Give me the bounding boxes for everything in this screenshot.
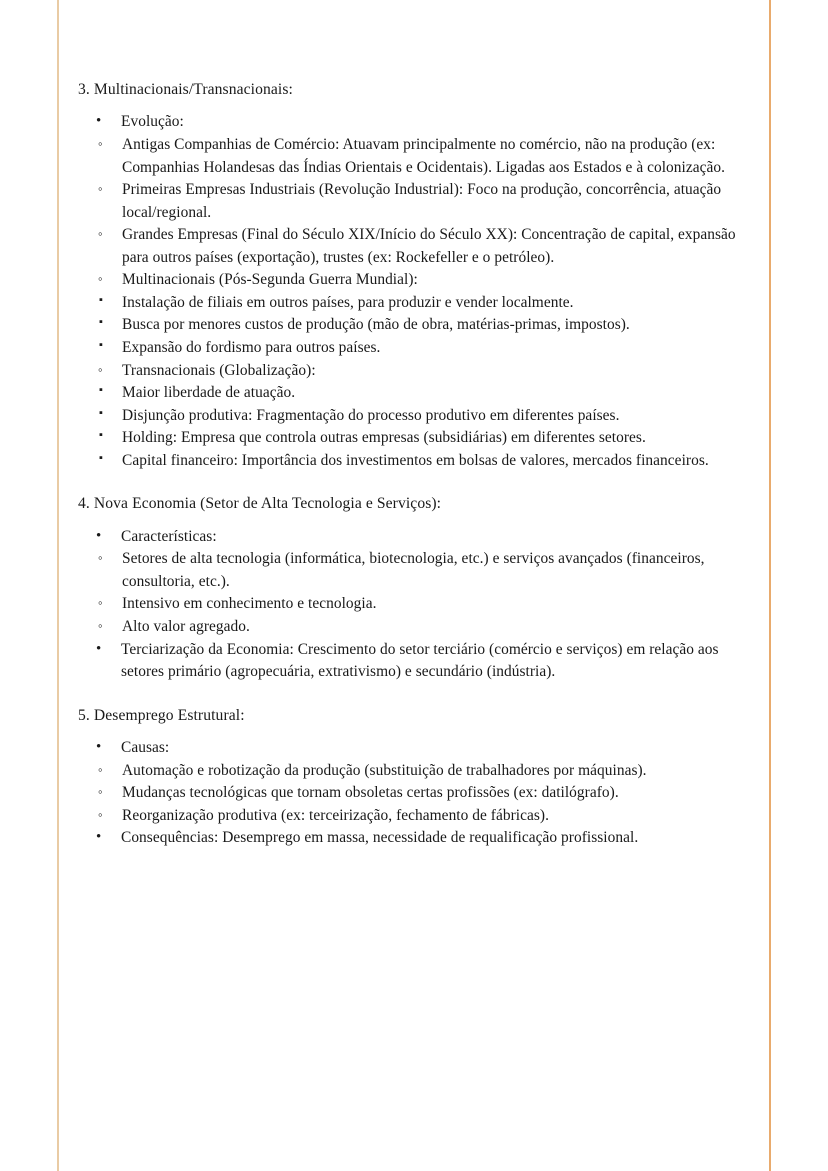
list-item [95,593,750,616]
list-item-text: Grandes Empresas (Final do Século XIX/Início do Século XX): Concentração de capital, expansão para outros países (exportação), trustes (ex: Rockefeller e o petróleo). [122,226,736,266]
bullet-list-level-1 [78,111,750,472]
list-item-text: Primeiras Empresas Industriais (Revolução Industrial): Foco na produção, concorrência, atuação local/regional. [122,181,722,221]
list-item-text: Intensivo em conhecimento e tecnologia. [122,595,377,613]
list-item-text: Características: [121,527,217,545]
circle-bullet-icon [98,782,103,801]
list-item [95,360,750,383]
bullet-list-level-2 [78,760,750,828]
list-item [92,737,750,760]
list-item-text: Terciarização da Economia: Crescimento do setor terciário (comércio e serviços) em relação aos setores primário (agropecuária, extrativismo) e secundário (indústria). [121,640,719,681]
list-item [96,427,750,450]
square-bullet-icon [99,382,103,398]
list-item [95,616,750,639]
list-item-text: Consequências: Desemprego em massa, necessidade de requalificação profissional. [121,829,639,847]
list-item [92,526,750,549]
list-item [95,548,750,593]
nested-list-wrapper [78,292,750,360]
list-item [96,337,750,360]
square-bullet-icon [99,337,103,353]
document-section [78,78,750,472]
list-item [96,405,750,428]
list-item [96,450,750,473]
circle-bullet-icon [98,548,103,567]
square-bullet-icon [99,405,103,421]
square-bullet-icon [99,450,103,466]
nested-list-wrapper [78,548,750,638]
list-item-text: Evolução: [121,113,184,131]
list-item [92,111,750,134]
list-item [92,827,750,850]
square-bullet-icon [99,314,103,330]
section-heading: 4. Nova Economia (Setor de Alta Tecnologia e Serviços): [78,495,442,513]
circle-bullet-icon [98,134,103,153]
list-item [95,269,750,292]
bullet-list-level-2 [78,134,750,472]
list-item-text: Antigas Companhias de Comércio: Atuavam principalmente no comércio, não na produção (ex: Companhias Holandesas das Índias Orientais e Ocidentais). Ligadas aos Estados e à colonização. [122,135,726,176]
disc-bullet-icon [96,526,101,548]
nested-list-wrapper [78,760,750,828]
document-content [78,78,750,850]
nested-list-wrapper [78,134,750,472]
list-item-text: Mudanças tecnológicas que tornam obsoletas certas profissões (ex: datilógrafo). [122,784,619,802]
bullet-list-level-1 [78,737,750,850]
list-item-text: Disjunção produtiva: Fragmentação do processo produtivo em diferentes países. [122,406,620,424]
bullet-list-level-1 [78,526,750,684]
circle-bullet-icon [98,224,103,243]
list-item [95,805,750,828]
bullet-list-level-3 [78,292,750,360]
list-item-text: Instalação de filiais em outros países, para produzir e vender localmente. [122,293,574,311]
list-item [95,179,750,224]
list-item-text: Multinacionais (Pós-Segunda Guerra Mundial): [122,271,418,289]
list-item-text: Automação e robotização da produção (substituição de trabalhadores por máquinas). [122,761,647,779]
circle-bullet-icon [98,593,103,612]
circle-bullet-icon [98,360,103,379]
list-item-text: Transnacionais (Globalização): [122,361,316,379]
list-item [95,760,750,783]
section-heading: 5. Desemprego Estrutural: [78,706,245,724]
bullet-list-level-2 [78,548,750,638]
list-item-text: Setores de alta tecnologia (informática, biotecnologia, etc.) e serviços avançados (financeiros, consultoria, etc.). [122,550,705,590]
disc-bullet-icon [96,737,101,759]
square-bullet-icon [99,292,103,308]
list-item-text: Capital financeiro: Importância dos investimentos em bolsas de valores, mercados financeiros. [122,451,709,469]
disc-bullet-icon [96,111,101,133]
right-margin-rule [769,0,771,1171]
list-item-text: Busca por menores custos de produção (mão de obra, matérias-primas, impostos). [122,316,630,334]
bullet-list-level-3 [78,382,750,472]
list-item [92,639,750,684]
list-item [96,314,750,337]
list-item-text: Alto valor agregado. [122,618,250,636]
nested-list-wrapper [78,382,750,472]
document-section [78,492,750,683]
disc-bullet-icon [96,827,101,849]
disc-bullet-icon [96,639,101,661]
document-section [78,704,750,850]
list-item-text: Holding: Empresa que controla outras empresas (subsidiárias) em diferentes setores. [122,429,646,447]
list-item-text: Maior liberdade de atuação. [122,384,296,402]
left-margin-rule [57,0,59,1171]
square-bullet-icon [99,427,103,443]
list-item-text: Causas: [121,739,170,757]
circle-bullet-icon [98,760,103,779]
circle-bullet-icon [98,269,103,288]
list-item [95,224,750,269]
list-item [95,134,750,179]
list-item [96,292,750,315]
list-item [95,782,750,805]
list-item-text: Reorganização produtiva (ex: terceirização, fechamento de fábricas). [122,806,549,824]
list-item [96,382,750,405]
list-item-text: Expansão do fordismo para outros países. [122,339,381,357]
circle-bullet-icon [98,805,103,824]
section-heading: 3. Multinacionais/Transnacionais: [78,81,293,98]
circle-bullet-icon [98,616,103,635]
circle-bullet-icon [98,179,103,198]
